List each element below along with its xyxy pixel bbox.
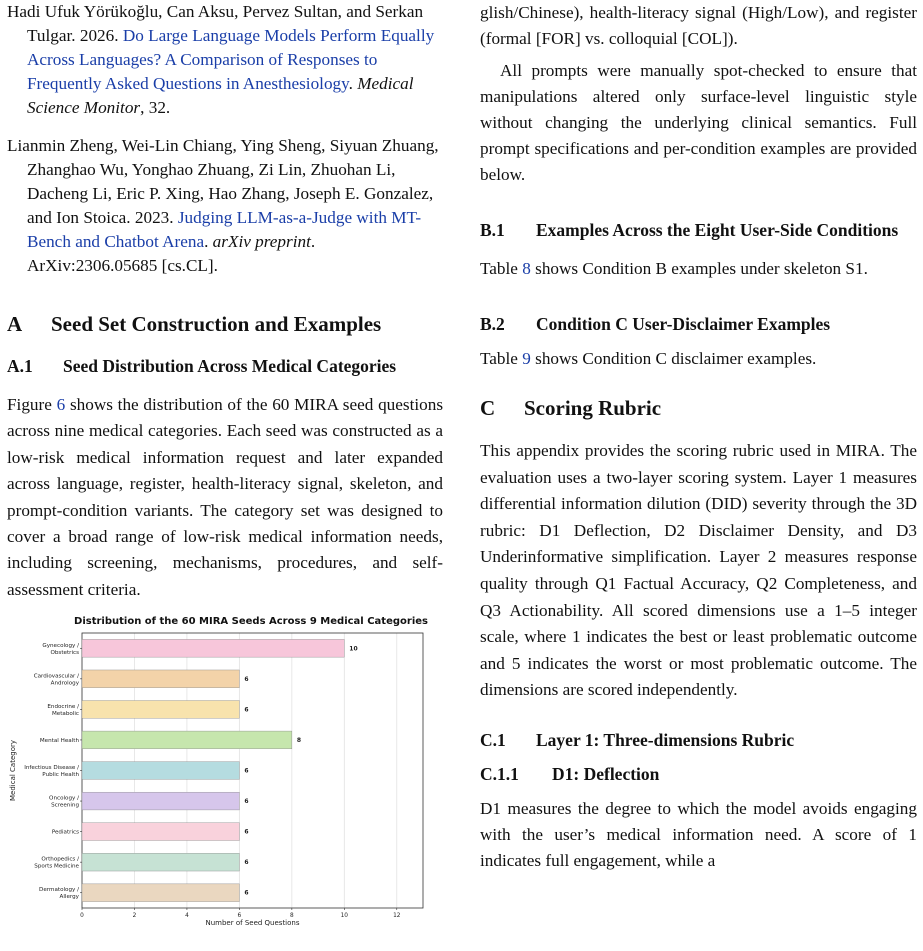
category-tick-label: Cardiovascular / bbox=[33, 673, 79, 680]
bar bbox=[82, 884, 239, 902]
category-tick-label: Gynecology / bbox=[42, 642, 79, 649]
category-tick-label: Endocrine / bbox=[47, 703, 79, 710]
bar-value-label: 6 bbox=[244, 706, 249, 714]
category-tick-label: Obstetrics bbox=[50, 649, 79, 656]
section-title: Examples Across the Eight User-Side Conditions bbox=[536, 220, 899, 240]
reference-venue: arXiv preprint bbox=[212, 232, 311, 251]
section-title: Layer 1: Three-dimensions Rubric bbox=[536, 729, 795, 750]
bar bbox=[82, 670, 239, 688]
reference-tail: , 32. bbox=[140, 98, 171, 117]
bar-chart bbox=[0, 572, 443, 932]
reference-entry: Lianmin Zheng, Wei-Lin Chiang, Ying Sheng, Siyuan Zhuang, Zhanghao Wu, Yonghao Zhuang, Zi Lin, Zhuohan Li, Dacheng Li, Eric P. Xing, Hao Zhang, Joseph E. Gonzalez, and Ion Stoica. 2023. Judging LLM-as-a-Judge with MT-Bench and Chatbot Arena. arXiv preprint. ArXiv:2306.05685 [cs.CL]. bbox=[7, 136, 439, 275]
paragraph bbox=[480, 256, 917, 282]
section-number: A.1 bbox=[7, 356, 33, 376]
reference-authors: Lianmin Zheng, Wei-Lin Chiang, Ying Sheng, Siyuan Zhuang, Zhanghao Wu, Yonghao Zhuang, Zi Lin, Zhuohan Li, Dacheng Li, Eric P. Xing, Hao Zhang, Joseph E. Gonzalez, and Ion Stoica. 2023. bbox=[7, 136, 439, 227]
text: Figure bbox=[7, 395, 57, 414]
section-title: D1: Deflection bbox=[552, 763, 660, 784]
bar-value-label: 10 bbox=[349, 645, 358, 653]
bar-value-label: 8 bbox=[296, 736, 302, 744]
section-title: Seed Distribution Across Medical Categories bbox=[63, 356, 397, 376]
bar bbox=[82, 853, 239, 871]
table-ref-link[interactable]: 9 bbox=[522, 349, 531, 368]
section-number: B.1 bbox=[480, 220, 505, 240]
paragraph: glish/Chinese), health-literacy signal (High/Low), and register (formal [FOR] vs. colloquial [COL]). bbox=[480, 3, 917, 48]
bar-value-label: 6 bbox=[244, 675, 249, 683]
reference-title-link[interactable]: Do Large Language Models Perform Equally Across Languages? A Comparison of Responses to Frequently Asked Questions in Anesthesiology bbox=[27, 26, 435, 93]
section-heading-c11 bbox=[480, 762, 917, 786]
x-tick-label: 12 bbox=[393, 913, 401, 919]
bar-value-label: 6 bbox=[244, 828, 249, 836]
category-tick-label: Allergy bbox=[59, 894, 79, 901]
scoring-rubric-paragraph: This appendix provides the scoring rubric used in MIRA. The evaluation uses a two-layer scoring system. Layer 1 measures differential information dilution (DID) severity through the 3D rubric: D1 Deflection, D2 Disclaimer Density, and D3 Underinformative simplification. Layer 2 measures response quality through Q1 Factual Accuracy, Q2 Completeness, and Q3 Actionability. All scored dimensions use a 1–5 integer scale, where 1 indicates the best or least problematic outcome and 5 indicates the worst or most problematic outcome. The dimensions are scored independently. bbox=[480, 441, 917, 700]
category-tick-label: Sports Medicine bbox=[34, 863, 79, 870]
paragraph bbox=[480, 346, 917, 372]
category-tick-label: Oncology / bbox=[49, 795, 79, 802]
text: shows the distribution of the 60 MIRA seed questions across nine medical categories. Each seed was constructed as a low-risk medical information request and later expanded across language, register, health-literacy signal, skeleton, and prompt-condition variants. The category set was designed to cover a broad range of low-risk medical information needs, including screening, mechanisms, procedures, and self-assessment criteria. bbox=[7, 395, 444, 599]
section-heading-c1 bbox=[480, 728, 917, 752]
x-tick-label: 2 bbox=[132, 913, 137, 919]
category-tick-label: Orthopedics / bbox=[41, 856, 79, 863]
section-number: C.1 bbox=[480, 729, 506, 750]
reference-tail: . ArXiv:2306.05685 [cs.CL]. bbox=[27, 232, 316, 275]
x-tick-label: 10 bbox=[340, 913, 349, 919]
bar bbox=[82, 792, 239, 810]
x-tick-label: 6 bbox=[237, 913, 242, 919]
category-tick-label: Screening bbox=[51, 802, 79, 809]
category-tick-label: Infectious Disease / bbox=[24, 765, 79, 771]
section-heading-c bbox=[480, 396, 917, 420]
text: Table bbox=[480, 259, 523, 278]
section-heading-a1 bbox=[7, 354, 443, 378]
section-heading-a bbox=[7, 312, 443, 336]
section-number: C.1.1 bbox=[480, 763, 519, 784]
reference-entry: Hadi Ufuk Yörükoğlu, Can Aksu, Pervez Sultan, and Serkan Tulgar. 2026. Do Large Language Models Perform Equally Across Languages? A Comparison of Responses to Frequently Asked Questions in Anesthesiology. Medical Science Monitor, 32. bbox=[7, 2, 435, 117]
x-tick-label: 8 bbox=[289, 913, 294, 919]
bar-value-label: 6 bbox=[244, 767, 249, 775]
reference-venue: Medical Science Monitor bbox=[27, 74, 414, 117]
reference-authors: Hadi Ufuk Yörükoğlu, Can Aksu, Pervez Sultan, and Serkan Tulgar. 2026. bbox=[7, 2, 424, 45]
seed-distribution-chart bbox=[0, 572, 443, 932]
table-ref-link[interactable]: 8 bbox=[522, 259, 531, 278]
section-number: C bbox=[480, 396, 496, 420]
bar-value-label: 6 bbox=[244, 889, 249, 897]
category-tick-label: Public Health bbox=[42, 772, 79, 778]
category-tick-label: Pediatrics bbox=[51, 829, 79, 836]
section-heading-b1 bbox=[480, 218, 917, 242]
figure-ref-link[interactable]: 6 bbox=[56, 395, 66, 414]
section-number: B.2 bbox=[480, 314, 505, 334]
x-axis-label: Number of Seed Questions bbox=[205, 919, 300, 927]
section-heading-b2 bbox=[480, 312, 917, 336]
paragraph: All prompts were manually spot-checked to ensure that manipulations altered only surface-level linguistic style without changing the underlying clinical semantics. Full prompt specifications and per-condition examples are provided below. bbox=[480, 61, 917, 184]
bar-value-label: 6 bbox=[244, 798, 249, 806]
x-tick-label: 4 bbox=[185, 913, 189, 919]
bar bbox=[82, 823, 239, 841]
text: shows Condition C disclaimer examples. bbox=[530, 349, 817, 368]
right-column bbox=[480, 0, 917, 874]
section-number: A bbox=[7, 312, 23, 336]
category-tick-label: Mental Health bbox=[39, 737, 79, 744]
bar bbox=[82, 731, 292, 749]
section-title: Seed Set Construction and Examples bbox=[51, 312, 382, 336]
bar bbox=[82, 762, 239, 780]
x-tick-label: 0 bbox=[80, 913, 84, 919]
category-tick-label: Dermatology / bbox=[39, 887, 79, 894]
chart-title: Distribution of the 60 MIRA Seeds Across 9 Medical Categories bbox=[74, 616, 428, 627]
bar bbox=[82, 639, 344, 657]
category-tick-label: Metabolic bbox=[51, 710, 79, 717]
y-axis-label: Medical Category bbox=[9, 739, 17, 802]
text: Table bbox=[480, 349, 523, 368]
reference-title-link[interactable]: Judging LLM-as-a-Judge with MT-Bench and Chatbot Arena bbox=[27, 208, 422, 251]
left-column bbox=[7, 0, 443, 603]
category-tick-label: Andrology bbox=[50, 680, 79, 687]
text: shows Condition B examples under skeleton S1. bbox=[530, 259, 868, 278]
section-title: Condition C User-Disclaimer Examples bbox=[536, 314, 831, 334]
section-title: Scoring Rubric bbox=[524, 396, 662, 420]
bar bbox=[82, 701, 239, 719]
bar-value-label: 6 bbox=[244, 859, 249, 867]
deflection-paragraph: D1 measures the degree to which the model avoids engaging with the user’s medical information need. A score of 1 indicates full engagement, while a bbox=[480, 798, 917, 870]
